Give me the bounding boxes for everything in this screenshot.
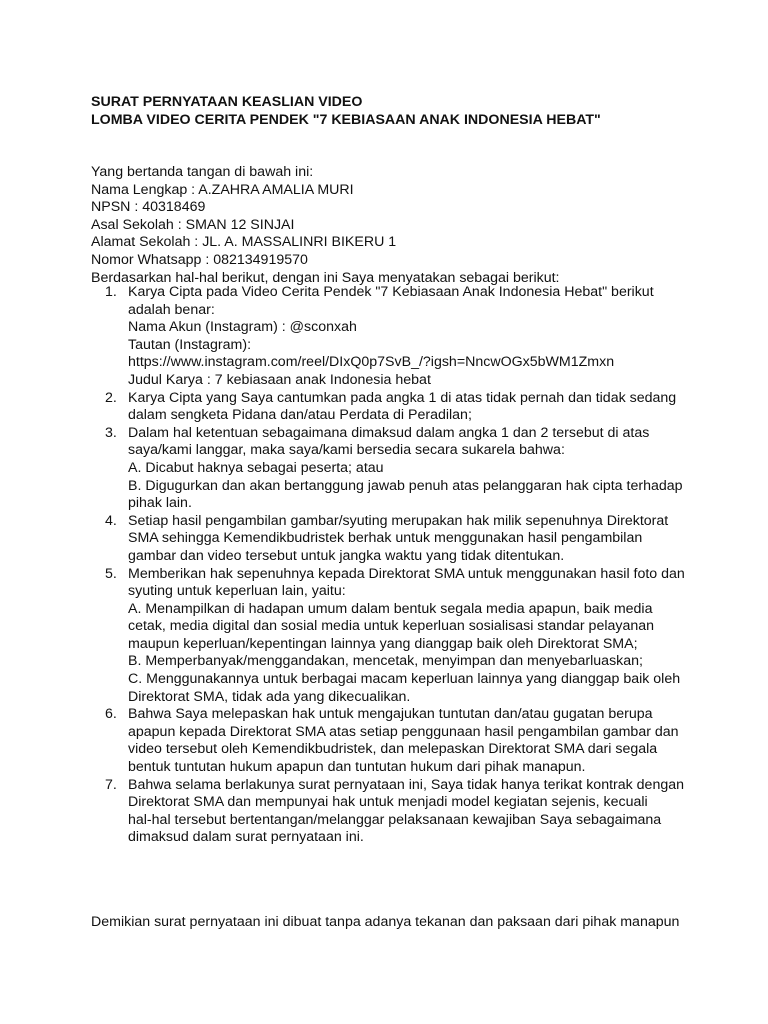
item-text-line: Tautan (Instagram): bbox=[128, 336, 252, 353]
item-number: 7. bbox=[105, 776, 117, 793]
item-text-line: Bahwa Saya melepaskan hak untuk mengajukan tuntutan dan/atau gugatan berupa bbox=[128, 706, 653, 723]
statement-item-6 bbox=[91, 706, 691, 776]
full-name-line: Nama Lengkap : A.ZAHRA AMALIA MURI bbox=[91, 181, 354, 198]
declarant-info bbox=[91, 164, 559, 287]
item-text-line: Nama Akun (Instagram) : @sconxah bbox=[128, 319, 357, 336]
item-text-line: maupun keperluan/kepentingan lainnya yang dianggap baik oleh Direktorat SMA; bbox=[128, 635, 638, 652]
item-text-line: B. Memperbanyak/menggandakan, mencetak, menyimpan dan menyebarluaskan; bbox=[128, 653, 643, 670]
item-text-line: SMA sehingga Kemendikbudristek berhak untuk menggunakan hasil pengambilan bbox=[128, 530, 643, 547]
statement-lead-line: Berdasarkan hal-hal berikut, dengan ini Saya menyatakan sebagai berikut: bbox=[91, 269, 560, 286]
item-text-line: Karya Cipta pada Video Cerita Pendek "7 Kebiasaan Anak Indonesia Hebat" berikut bbox=[128, 284, 654, 300]
competition-title: LOMBA VIDEO CERITA PENDEK "7 KEBIASAAN ANAK INDONESIA HEBAT" bbox=[91, 111, 601, 128]
item-number: 2. bbox=[105, 389, 117, 406]
item-text-line: saya/kami langgar, maka saya/kami bersedia secara sukarela bahwa: bbox=[128, 442, 565, 459]
statement-item-7 bbox=[91, 777, 691, 847]
item-text-line: A. Dicabut haknya sebagai peserta; atau bbox=[128, 459, 384, 476]
item-text-line: video tersebut oleh Kemendikbudristek, dan melepaskan Direktorat SMA dari segala bbox=[128, 741, 658, 758]
item-text-line: bentuk tuntutan hukum apapun dan tuntutan hukum dari pihak manapun. bbox=[128, 759, 586, 776]
intro-line: Yang bertanda tangan di bawah ini: bbox=[91, 164, 314, 180]
closing-statement: Demikian surat pernyataan ini dibuat tanpa adanya tekanan dan paksaan dari pihak manapun bbox=[91, 914, 680, 930]
item-text-line: Memberikan hak sepenuhnya kepada Direktorat SMA untuk menggunakan hasil foto dan bbox=[128, 565, 685, 582]
item-text-line: hal-hal tersebut bertentangan/melanggar pelaksanaan kewajiban Saya sebagaimana bbox=[128, 811, 662, 828]
npsn-line: NPSN : 40318469 bbox=[91, 199, 206, 216]
item-text-line: https://www.instagram.com/reel/DIxQ0p7SvB_/?igsh=NncwOGx5bWM1Zmxn bbox=[128, 354, 615, 371]
item-text-line: Direktorat SMA dan mempunyai hak untuk menjadi model kegiatan sejenis, kecuali bbox=[128, 794, 648, 811]
item-text-line: adalah benar: bbox=[128, 301, 215, 318]
school-address-line: Alamat Sekolah : JL. A. MASSALINRI BIKERU 1 bbox=[91, 234, 397, 251]
item-text-line: Direktorat SMA, tidak ada yang dikecualikan. bbox=[128, 688, 411, 705]
item-number: 4. bbox=[105, 512, 117, 529]
item-number: 3. bbox=[105, 424, 117, 441]
item-text-line: cetak, media digital dan sosial media untuk keperluan sosialisasi standar pelayanan bbox=[128, 618, 655, 635]
item-text-line: dimaksud dalam surat pernyataan ini. bbox=[128, 829, 364, 846]
item-text-line: B. Digugurkan dan akan bertanggung jawab penuh atas pelanggaran hak cipta terhadap bbox=[128, 477, 683, 494]
item-text-line: Setiap hasil pengambilan gambar/syuting merupakan hak milik sepenuhnya Direktorat bbox=[128, 512, 669, 529]
statement-list bbox=[91, 284, 691, 847]
item-text-line: Dalam hal ketentuan sebagaimana dimaksud dalam angka 1 dan 2 tersebut di atas bbox=[128, 424, 650, 441]
statement-item-1 bbox=[91, 284, 691, 390]
item-text-line: C. Menggunakannya untuk berbagai macam keperluan lainnya yang dianggap baik oleh bbox=[128, 671, 681, 688]
item-text-line: apapun kepada Direktorat SMA atas setiap penggunaan hasil pengambilan gambar dan bbox=[128, 723, 679, 740]
item-text-line: A. Menampilkan di hadapan umum dalam bentuk segala media apapun, baik media bbox=[128, 600, 653, 617]
item-number: 1. bbox=[105, 284, 117, 300]
statement-item-5 bbox=[91, 566, 691, 707]
item-text-line: Karya Cipta yang Saya cantumkan pada angka 1 di atas tidak pernah dan tidak sedang bbox=[128, 389, 677, 406]
school-line: Asal Sekolah : SMAN 12 SINJAI bbox=[91, 216, 295, 233]
whatsapp-line: Nomor Whatsapp : 082134919570 bbox=[91, 251, 308, 268]
item-number: 6. bbox=[105, 706, 117, 723]
statement-item-3 bbox=[91, 425, 691, 513]
item-number: 5. bbox=[105, 565, 117, 582]
item-text-line: Judul Karya : 7 kebiasaan anak Indonesia hebat bbox=[128, 371, 431, 388]
document-header bbox=[91, 94, 601, 129]
item-text-line: gambar dan video tersebut untuk jangka waktu yang tidak ditentukan. bbox=[128, 547, 565, 564]
item-text-line: dalam sengketa Pidana dan/atau Perdata di Peradilan; bbox=[128, 407, 472, 424]
item-text-line: Bahwa selama berlakunya surat pernyataan ini, Saya tidak hanya terikat kontrak dengan bbox=[128, 776, 685, 793]
statement-item-4 bbox=[91, 513, 691, 566]
document-title: SURAT PERNYATAAN KEASLIAN VIDEO bbox=[91, 94, 363, 110]
item-text-line: syuting untuk keperluan lain, yaitu: bbox=[128, 583, 346, 600]
item-text-line: pihak lain. bbox=[128, 495, 192, 512]
statement-item-2 bbox=[91, 390, 691, 425]
